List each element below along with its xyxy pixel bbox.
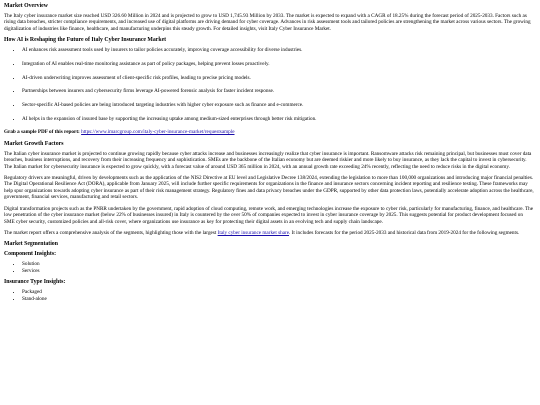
list-item: • Services xyxy=(22,268,534,274)
sample-pdf-link[interactable]: https://www.imarcgroup.com/italy-cyber-insurance-market/requestsample xyxy=(81,129,235,136)
list-item: • AI enhances risk assessment tools used by insurers to tailor policies accurately, improving coverage accessibility for diverse industries. xyxy=(22,47,534,53)
list-item: • Packaged xyxy=(22,289,534,295)
list-item: • AI-driven underwriting improves assessment of client-specific risk profiles, leading to precise pricing models. xyxy=(22,75,534,81)
list-item: • Sector-specific AI-based policies are being introduced targeting industries with higher cyber exposure such as finance and e-commerce. xyxy=(22,102,534,108)
list-item: • Integration of AI enables real-time monitoring assistance as part of policy packages, helping prevent losses proactively. xyxy=(22,61,534,67)
component-list xyxy=(4,261,534,274)
growth-factors-heading: Market Growth Factors xyxy=(4,140,64,147)
sample-pdf-line xyxy=(4,129,534,135)
ai-list xyxy=(4,47,534,122)
sample-pdf-label: Grab a sample PDF of this report: xyxy=(4,129,80,136)
insurance-type-heading: Insurance Type Insights: xyxy=(4,279,66,286)
market-share-link[interactable]: Italy cyber insurance market share xyxy=(217,229,290,236)
growth-paragraph-4-after: . It includes forecasts for the period 2025-2033 and historical data from 2019-2024 for the following segments. xyxy=(289,229,520,236)
market-segmentation-heading: Market Segmentation xyxy=(4,241,58,248)
list-item: • Partnerships between insurers and cybersecurity firms leverage AI-powered forensic analysis for faster incident response. xyxy=(22,88,534,94)
market-overview-text: The Italy cyber insurance market size reached USD 326.60 Million in 2024 and is projected to grow to USD 1,745.93 Million by 2033. The market is expected to expand with a CAGR of 18.25% during the forecast period of 2025-2033. Factors such as rising data breaches, stricter compliance requirements, and increased use of digital platforms are driving demand for cyber coverage. Advances in risk assessment tools and tailored policies are strengthening the market across various sectors. The growing digitalization of industries like finance, healthcare, and manufacturing underpins this steady growth. For detailed insights, visit Italy Cyber Insurance Market. xyxy=(4,13,531,32)
list-item: • AI helps in the expansion of insured base by supporting the increasing uptake among medium-sized enterprises through better risk mitigation. xyxy=(22,116,534,122)
growth-paragraph-1: The Italian cyber insurance market is projected to continue growing rapidly because cyber attacks increase and businesses increasingly realize that cyber insurance is important. Ransomware attacks risk remaining principal, but businesses must cover data breaches, business interruptions, and recovery from their increasing frequency and sophistication. SMEs are the backbone of the Italian economy but are deemed riskier and more likely to buy insurance, as they lack the capital to invest in cybersecurity. The Italian market for cybersecurity insurance is expected to grow quickly, with a forecast value of around USD 365 million in 2024, with an annual growth rate exceeding 24% recently, reflecting the need to reduce risks in the digital economy. xyxy=(4,150,532,170)
list-item: • Stand-alone xyxy=(22,296,534,302)
list-item: • Solution xyxy=(22,261,534,267)
growth-paragraph-2: Regulatory drivers are meaningful, driven by developments such as the application of the NIS2 Directive at EU level and Legislative Decree 138/2024, extending the legislation to more than 100,000 organizations and introducing major financial penalties. The Digital Operational Resilience Act (DORA), applicable from January 2025, will include further specific requirements for organizations in the finance and insurance sectors concerning incident reporting and resilience testing. These frameworks may help spur organizations towards adopting cyber insurance as part of their risk management strategy. Regulatory fines and data privacy breaches under the GDPR, supported by other data protection laws, potentially accelerate adoption across the healthcare, government, financial services, manufacturing and retail sectors. xyxy=(4,175,534,201)
growth-paragraph-4 xyxy=(4,230,534,236)
insurance-type-list xyxy=(4,289,534,302)
market-overview-heading: Market Overview xyxy=(4,3,48,9)
ai-heading: How AI is Reshaping the Future of Italy Cyber Insurance Market xyxy=(4,37,167,44)
component-insights-heading: Component Insights: xyxy=(4,251,57,258)
growth-paragraph-4-before: The market report offers a comprehensive analysis of the segments, highlighting those with the largest xyxy=(4,229,218,236)
growth-paragraph-3: Digital transformation projects such as the PNRR undertaken by the government, rapid adoption of cloud computing, remote work, and emerging technologies increase the exposure to cyber risk, particularly for manufacturing, finance, and healthcare. The low penetration of the cyber insurance market (below 22% of businesses insured) in Italy is countered by the over 50% of companies expected to invest in cyber insurance coverage by 2025. This suggests potential for product development focused on SME cyber security, customized policies and all-risk cover, where organizations use insurance as key for protecting their digital assets in an evolving tech and supply chain landscape. xyxy=(4,205,534,225)
